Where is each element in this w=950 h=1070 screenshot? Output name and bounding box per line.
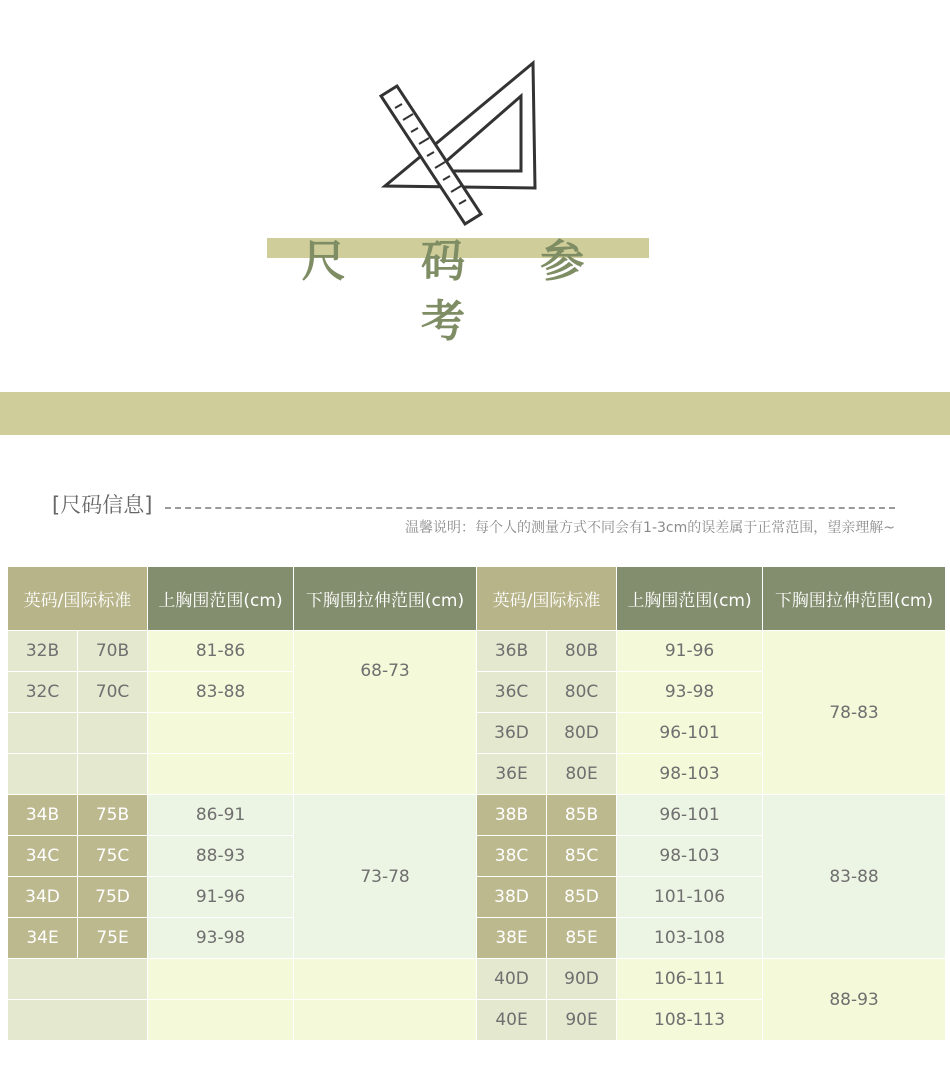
bust-range-cell: 106-111 (617, 959, 762, 999)
bust-range-cell: 98-103 (617, 836, 762, 876)
size-table (7, 566, 946, 1041)
bust-range-cell: 93-98 (148, 918, 293, 958)
bust-range-cell: 96-101 (617, 795, 762, 835)
uk-size-cell: 38E (477, 918, 546, 958)
intl-size-cell: 80C (547, 672, 616, 712)
bust-range-cell: 91-96 (617, 631, 762, 671)
intl-size-cell: 85E (547, 918, 616, 958)
table-row (8, 631, 945, 671)
uk-size-cell: 38B (477, 795, 546, 835)
page-title: 尺 码 参 考 (301, 236, 615, 347)
uk-size-cell (8, 713, 77, 753)
intl-size-cell: 90D (547, 959, 616, 999)
divider-band (0, 392, 950, 435)
bust-range-cell: 88-93 (148, 836, 293, 876)
intl-size-cell (78, 713, 147, 753)
table-header-row (8, 567, 945, 630)
dashed-divider (165, 507, 895, 509)
underbust-range-cell: 73-78 (294, 795, 476, 958)
uk-size-cell: 38C (477, 836, 546, 876)
empty-cell (8, 959, 147, 999)
measurement-note: 温馨说明：每个人的测量方式不同会有1-3cm的误差属于正常范围，望亲理解~ (405, 520, 895, 536)
uk-size-cell: 40E (477, 1000, 546, 1040)
bust-range-cell: 93-98 (617, 672, 762, 712)
intl-size-cell: 80B (547, 631, 616, 671)
uk-size-cell (8, 754, 77, 794)
bust-range-cell: 98-103 (617, 754, 762, 794)
bust-range-cell: 91-96 (148, 877, 293, 917)
bust-range-cell: 103-108 (617, 918, 762, 958)
uk-size-cell: 36C (477, 672, 546, 712)
intl-size-cell (78, 754, 147, 794)
bust-range-cell (148, 754, 293, 794)
uk-size-cell: 32C (8, 672, 77, 712)
bust-range-cell: 81-86 (148, 631, 293, 671)
empty-cell (294, 959, 476, 999)
intl-size-cell: 75D (78, 877, 147, 917)
empty-cell (148, 1000, 293, 1040)
uk-size-cell: 32B (8, 631, 77, 671)
empty-cell (8, 1000, 147, 1040)
underbust-range-cell: 83-88 (763, 795, 945, 958)
uk-size-cell: 36E (477, 754, 546, 794)
header-cell: 下胸围拉伸范围(cm) (763, 567, 945, 630)
intl-size-cell: 75E (78, 918, 147, 958)
bust-range-cell: 96-101 (617, 713, 762, 753)
intl-size-cell: 85B (547, 795, 616, 835)
uk-size-cell: 34E (8, 918, 77, 958)
uk-size-cell: 34D (8, 877, 77, 917)
underbust-range-cell: 78-83 (763, 631, 945, 794)
intl-size-cell: 75C (78, 836, 147, 876)
section-label: [尺码信息] (52, 493, 153, 517)
empty-cell (148, 959, 293, 999)
table-row (8, 959, 945, 999)
intl-size-cell: 90E (547, 1000, 616, 1040)
table-row (8, 795, 945, 835)
underbust-range-cell: 88-93 (763, 959, 945, 1040)
bust-range-cell (148, 713, 293, 753)
uk-size-cell: 34B (8, 795, 77, 835)
uk-size-cell: 36D (477, 713, 546, 753)
intl-size-cell: 80E (547, 754, 616, 794)
bust-range-cell: 108-113 (617, 1000, 762, 1040)
intl-size-cell: 70B (78, 631, 147, 671)
uk-size-cell: 40D (477, 959, 546, 999)
empty-cell (294, 1000, 476, 1040)
header-cell: 上胸围范围(cm) (148, 567, 293, 630)
header-cell: 上胸围范围(cm) (617, 567, 762, 630)
bust-range-cell: 86-91 (148, 795, 293, 835)
intl-size-cell: 75B (78, 795, 147, 835)
bust-range-cell: 83-88 (148, 672, 293, 712)
bust-range-cell: 101-106 (617, 877, 762, 917)
intl-size-cell: 85C (547, 836, 616, 876)
underbust-range-cell: 68-73 (294, 631, 476, 794)
uk-size-cell: 38D (477, 877, 546, 917)
header-cell: 英码/国际标准 (8, 567, 147, 630)
header-cell: 英码/国际标准 (477, 567, 616, 630)
uk-size-cell: 34C (8, 836, 77, 876)
intl-size-cell: 80D (547, 713, 616, 753)
intl-size-cell: 70C (78, 672, 147, 712)
intl-size-cell: 85D (547, 877, 616, 917)
ruler-triangle-icon (375, 58, 545, 228)
header-cell: 下胸围拉伸范围(cm) (294, 567, 476, 630)
uk-size-cell: 36B (477, 631, 546, 671)
